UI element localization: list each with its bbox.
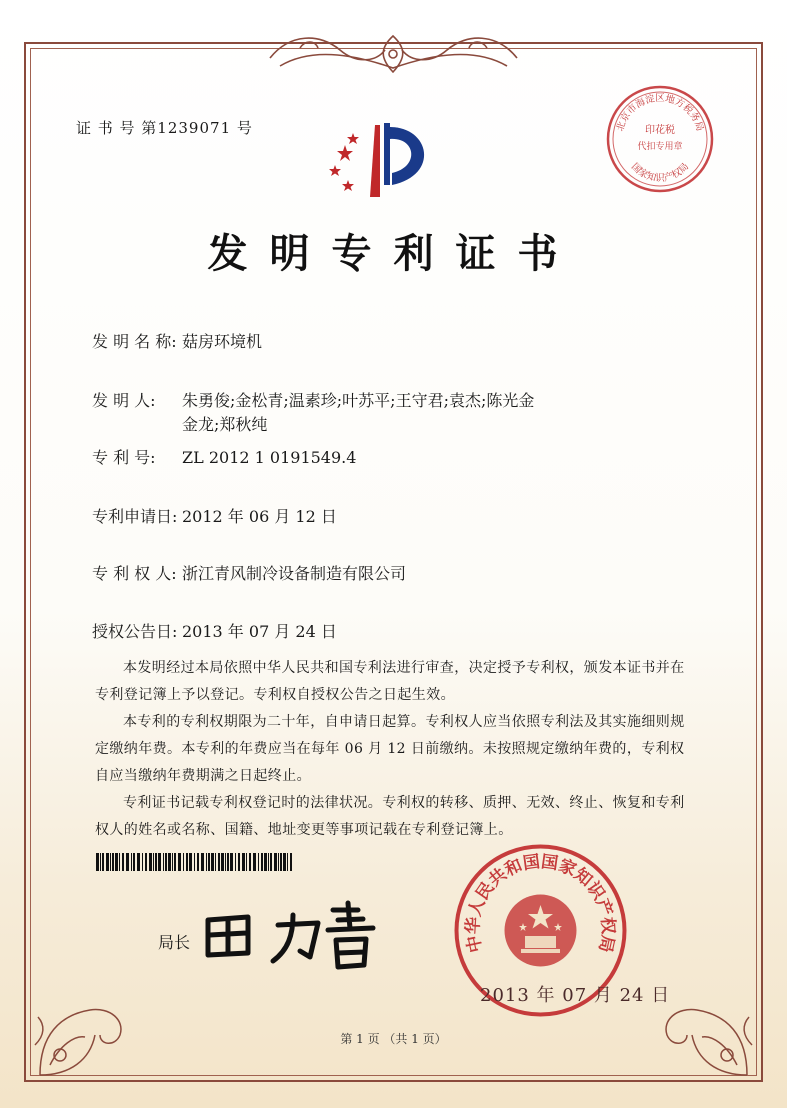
- small-seal-mid-text-2: 代扣专用章: [637, 142, 683, 152]
- field-invention-name: [92, 330, 262, 354]
- top-ornament: [260, 28, 527, 78]
- field-label: 专 利 号:: [92, 448, 156, 467]
- patent-emblem-icon: [320, 105, 450, 200]
- field-patentee: [92, 562, 406, 586]
- field-label: 专 利 权 人:: [92, 564, 177, 583]
- field-value: [182, 389, 534, 437]
- small-seal-mid-text-1: 印花税: [645, 125, 675, 136]
- field-label: 发 明 名 称:: [92, 332, 177, 351]
- body-paragraph: 专利证书记载专利权登记时的法律状况。专利权的转移、质押、无效、终止、恢复和专利权人的姓名或名称、国籍、地址变更等事项记载在专利登记簿上。: [95, 795, 685, 838]
- inventors-line-2: 金龙;郑秋纯: [182, 415, 268, 434]
- body-paragraph: 本发明经过本局依照中华人民共和国专利法进行审查，决定授予专利权，颁发本证书并在专利登记簿上予以登记。专利权自授权公告之日起生效。: [95, 660, 685, 703]
- field-inventors: [92, 389, 534, 437]
- field-grant-date: [92, 620, 337, 644]
- small-seal-top-text: 北京市海淀区地方税务局: [614, 93, 706, 133]
- field-value: 2012 年 06 月 12 日: [182, 507, 337, 526]
- field-value: 浙江青风制冷设备制造有限公司: [182, 564, 407, 583]
- certificate-body: [95, 655, 695, 844]
- page-title: 发明专利证书: [207, 230, 580, 277]
- certificate-number: 证 书 号 第1239071 号: [76, 119, 253, 137]
- director-signature: [198, 895, 398, 975]
- field-value: ZL 2012 1 0191549.4: [182, 448, 357, 467]
- field-label: 专利申请日:: [92, 507, 178, 526]
- page-footer: 第 1 页 （共 1 页）: [340, 1032, 447, 1046]
- seal-text: 中华人民共和国国家知识产权局: [463, 852, 618, 955]
- tax-seal: [604, 83, 716, 195]
- field-value: 2013 年 07 月 24 日: [182, 622, 337, 641]
- inventors-line-1: 朱勇俊;金松青;温素珍;叶苏平;王守君;袁杰;陈光金: [182, 391, 535, 410]
- field-value: 菇房环境机: [182, 332, 263, 351]
- seal-date: 2013 年 07 月 24 日: [480, 985, 671, 1006]
- small-seal-bottom-text: 国家知识产权局: [628, 161, 692, 184]
- field-label: 发 明 人:: [92, 391, 156, 410]
- barcode: [96, 853, 296, 871]
- field-label: 授权公告日:: [92, 622, 178, 641]
- field-patent-number: [92, 446, 356, 470]
- body-paragraph: 本专利的专利权期限为二十年，自申请日起算。专利权人应当依照专利法及其实施细则规定缴纳年费。本专利的年费应当在每年 06 月 12 日前缴纳。未按照规定缴纳年费的，专利权自应当缴纳年费期满之日起终止。: [95, 714, 685, 784]
- field-application-date: [92, 505, 337, 529]
- director-label: 局长: [158, 933, 191, 952]
